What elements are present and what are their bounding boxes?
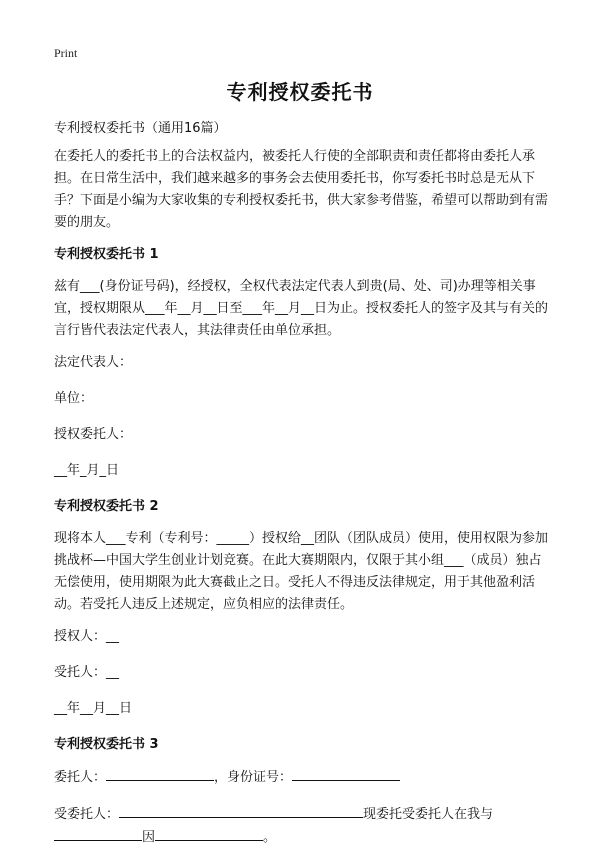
reason-blank xyxy=(155,826,263,841)
agent-label: 受委托人： xyxy=(54,807,120,822)
date-field: __年__月__日 xyxy=(54,701,133,716)
unit-field: 单位： xyxy=(54,391,94,406)
id-number-blank xyxy=(292,766,400,781)
grantee-field: 受托人：__ xyxy=(54,665,120,680)
section-1 xyxy=(54,244,550,482)
intro-paragraph: 在委托人的委托书上的合法权益内，被委托人行使的全部职责和责任都将由委托人承担。在日常生活中，我们越来越多的事务会去使用委托书，你写委托书时总是无从下手？下面是小编为大家收集的专利授权委托书，供大家参考借鉴，希望可以帮助到有需要的朋友。 xyxy=(54,149,549,230)
grantor-field: 授权人：__ xyxy=(54,629,120,644)
end-mark: 。 xyxy=(263,830,277,845)
party-blank xyxy=(54,826,142,841)
section-2 xyxy=(54,496,550,720)
agent-line xyxy=(54,803,550,849)
principal-blank xyxy=(106,766,214,781)
print-link[interactable]: Print xyxy=(54,46,78,60)
agent-blank xyxy=(119,803,363,818)
document-body xyxy=(54,118,550,849)
principal-line xyxy=(54,766,550,789)
legal-representative-field: 法定代表人： xyxy=(54,355,133,370)
agent-text: 现委托受委托人在我与 xyxy=(363,807,494,822)
because-label: 因 xyxy=(142,830,156,845)
section-heading: 专利授权委托书 1 xyxy=(54,247,159,262)
section-3 xyxy=(54,734,550,849)
document-title: 专利授权委托书 xyxy=(226,80,374,104)
section-heading: 专利授权委托书 3 xyxy=(54,737,159,752)
section-heading: 专利授权委托书 2 xyxy=(54,499,159,514)
principal-label: 委托人： xyxy=(54,770,107,785)
document-subtitle: 专利授权委托书（通用16篇） xyxy=(54,121,227,136)
section-body: 兹有___(身份证号码)，经授权，全权代表法定代表人到贵(局、处、司)办理等相关事宜，授权期限从___年__月__日至___年__月__日为止。授权委托人的签字及其与有关的言行皆代表法定代表人，其法律责任由单位承担。 xyxy=(54,279,549,338)
date-field: __年_月_日 xyxy=(54,463,120,478)
authorized-agent-field: 授权委托人： xyxy=(54,427,133,442)
section-body: 现将本人___专利（专利号：_____）授权给__团队（团队成员）使用，使用权限为参加挑战杯—中国大学生创业计划竞赛。在此大赛期限内，仅限于其小组___（成员）独占无偿使用，使用期限为此大赛截止之日。受托人不得违反法律规定，用于其他盈利活动。若受托人违反上述规定，应负相应的法律责任。 xyxy=(54,531,549,612)
id-number-label: ，身份证号： xyxy=(214,770,293,785)
